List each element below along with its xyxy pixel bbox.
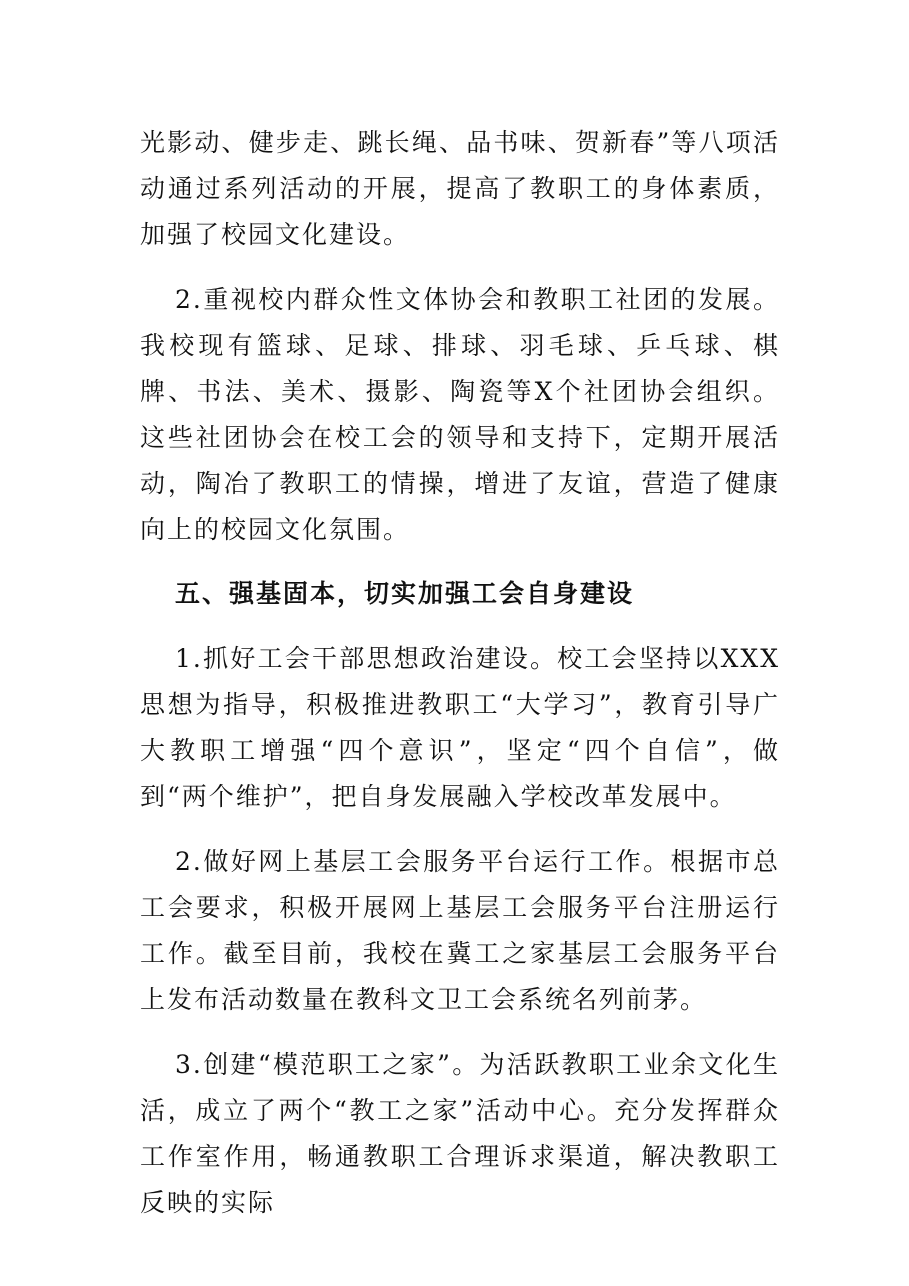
paragraph-online-platform: 2.做好网上基层工会服务平台运行工作。根据市总工会要求，积极开展网上基层工会服务平台注册运行工作。截至目前，我校在冀工之家基层工会服务平台上发布活动数量在教科文卫工会系统名列前茅。 xyxy=(140,847,780,1014)
section-heading-five: 五、强基固本，切实加强工会自身建设 xyxy=(175,579,635,608)
document-body xyxy=(140,120,780,1226)
paragraph-activities-summary: 光影动、健步走、跳长绳、品书味、贺新春”等八项活动通过系列活动的开展，提高了教职工的身体素质，加强了校园文化建设。 xyxy=(140,128,780,249)
paragraph-model-home: 3.创建“模范职工之家”。为活跃教职工业余文化生活，成立了两个“教工之家”活动中心。充分发挥群众工作室作用，畅通教职工合理诉求渠道，解决教职工反映的实际 xyxy=(140,1050,780,1217)
paragraph-clubs: 2.重视校内群众性文体协会和教职工社团的发展。我校现有篮球、足球、排球、羽毛球、乒乓球、棋牌、书法、美术、摄影、陶瓷等X个社团协会组织。这些社团协会在校工会的领导和支持下，定期开展活动，陶冶了教职工的情操，增进了友谊，营造了健康向上的校园文化氛围。 xyxy=(140,285,780,544)
paragraph-political-building: 1.抓好工会干部思想政治建设。校工会坚持以XXX思想为指导，积极推进教职工“大学习”，教育引导广大教职工增强“四个意识”，坚定“四个自信”，做到“两个维护”，把自身发展融入学校改革发展中。 xyxy=(140,644,780,811)
